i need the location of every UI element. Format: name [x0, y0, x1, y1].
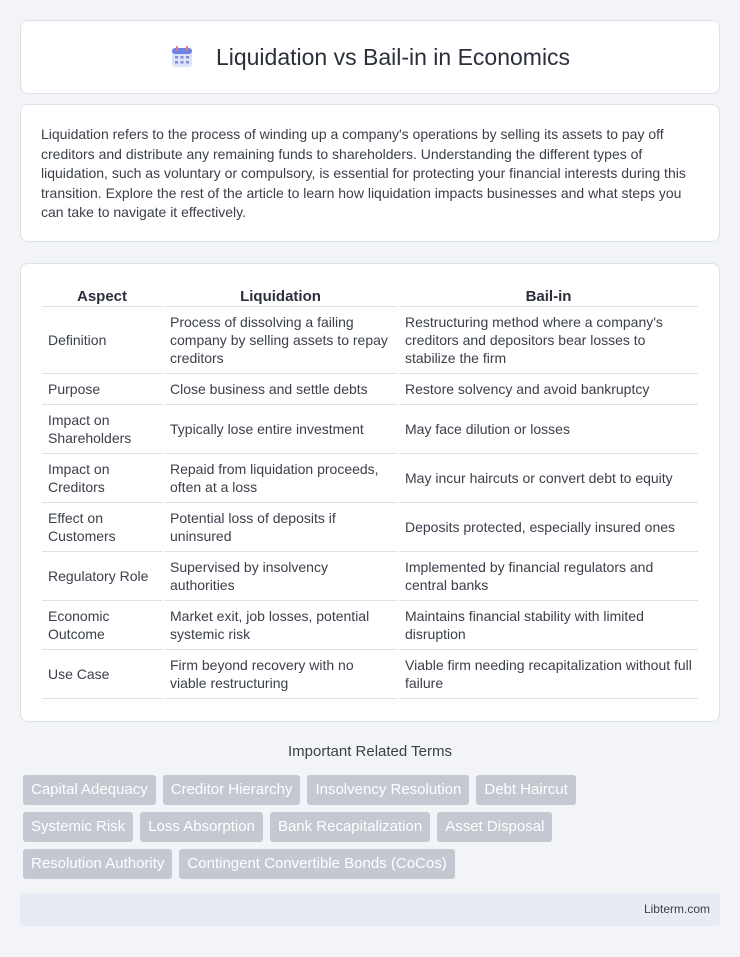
cell-aspect: Purpose — [42, 374, 163, 405]
header-bail-in: Bail-in — [398, 286, 698, 307]
header-card — [20, 20, 720, 94]
cell-aspect: Economic Outcome — [42, 601, 163, 650]
cell-liquidation: Market exit, job losses, potential systemic risk — [163, 601, 398, 650]
related-term-tag[interactable]: Capital Adequacy — [23, 775, 156, 805]
cell-bail-in: May incur haircuts or convert debt to equity — [398, 454, 698, 503]
table-header-row — [42, 286, 698, 307]
table-row — [42, 454, 698, 503]
cell-bail-in: Restore solvency and avoid bankruptcy — [398, 374, 698, 405]
related-term-tag[interactable]: Creditor Hierarchy — [163, 775, 301, 805]
intro-card — [20, 104, 720, 242]
cell-liquidation: Firm beyond recovery with no viable restructuring — [163, 650, 398, 699]
cell-bail-in: May face dilution or losses — [398, 405, 698, 454]
related-term-tag[interactable]: Systemic Risk — [23, 812, 133, 842]
header-aspect: Aspect — [42, 286, 163, 307]
table-row — [42, 405, 698, 454]
cell-aspect: Use Case — [42, 650, 163, 699]
cell-bail-in: Restructuring method where a company's creditors and depositors bear losses to stabilize the firm — [398, 307, 698, 374]
cell-liquidation: Close business and settle debts — [163, 374, 398, 405]
cell-aspect: Effect on Customers — [42, 503, 163, 552]
related-term-tag[interactable]: Resolution Authority — [23, 849, 172, 879]
cell-aspect: Regulatory Role — [42, 552, 163, 601]
table-row — [42, 307, 698, 374]
footer — [20, 893, 720, 926]
related-term-tag[interactable]: Debt Haircut — [476, 775, 575, 805]
cell-bail-in: Implemented by financial regulators and central banks — [398, 552, 698, 601]
related-terms-title: Important Related Terms — [288, 743, 452, 760]
calendar-icon — [170, 45, 194, 69]
related-term-tag[interactable]: Asset Disposal — [437, 812, 552, 842]
table-row — [42, 374, 698, 405]
cell-aspect: Definition — [42, 307, 163, 374]
header-liquidation: Liquidation — [163, 286, 398, 307]
table-row — [42, 503, 698, 552]
related-term-tag[interactable]: Insolvency Resolution — [307, 775, 469, 805]
cell-aspect: Impact on Shareholders — [42, 405, 163, 454]
related-term-tag[interactable]: Contingent Convertible Bonds (CoCos) — [179, 849, 454, 879]
comparison-table — [42, 286, 698, 699]
cell-liquidation: Process of dissolving a failing company by selling assets to repay creditors — [163, 307, 398, 374]
comparison-card — [20, 263, 720, 722]
table-row — [42, 601, 698, 650]
intro-text: Liquidation refers to the process of winding up a company's operations by selling its assets to pay off creditors and distribute any remaining funds to shareholders. Understanding the different types of liquidation, such as voluntary or compulsory, is essential for protecting your financial interests during this transition. Explore the rest of the article to learn how liquidation impacts businesses and what steps you can take to navigate it effectively. — [41, 126, 686, 220]
cell-liquidation: Potential loss of deposits if uninsured — [163, 503, 398, 552]
cell-bail-in: Maintains financial stability with limited disruption — [398, 601, 698, 650]
cell-bail-in: Viable firm needing recapitalization without full failure — [398, 650, 698, 699]
table-row — [42, 650, 698, 699]
related-terms-list — [23, 775, 723, 886]
related-term-tag[interactable]: Loss Absorption — [140, 812, 263, 842]
table-row — [42, 552, 698, 601]
page-title: Liquidation vs Bail-in in Economics — [215, 43, 571, 70]
related-term-tag[interactable]: Bank Recapitalization — [270, 812, 430, 842]
cell-aspect: Impact on Creditors — [42, 454, 163, 503]
cell-liquidation: Typically lose entire investment — [163, 405, 398, 454]
footer-site-link[interactable]: Libterm.com — [643, 902, 710, 916]
cell-liquidation: Repaid from liquidation proceeds, often at a loss — [163, 454, 398, 503]
cell-liquidation: Supervised by insolvency authorities — [163, 552, 398, 601]
cell-bail-in: Deposits protected, especially insured ones — [398, 503, 698, 552]
